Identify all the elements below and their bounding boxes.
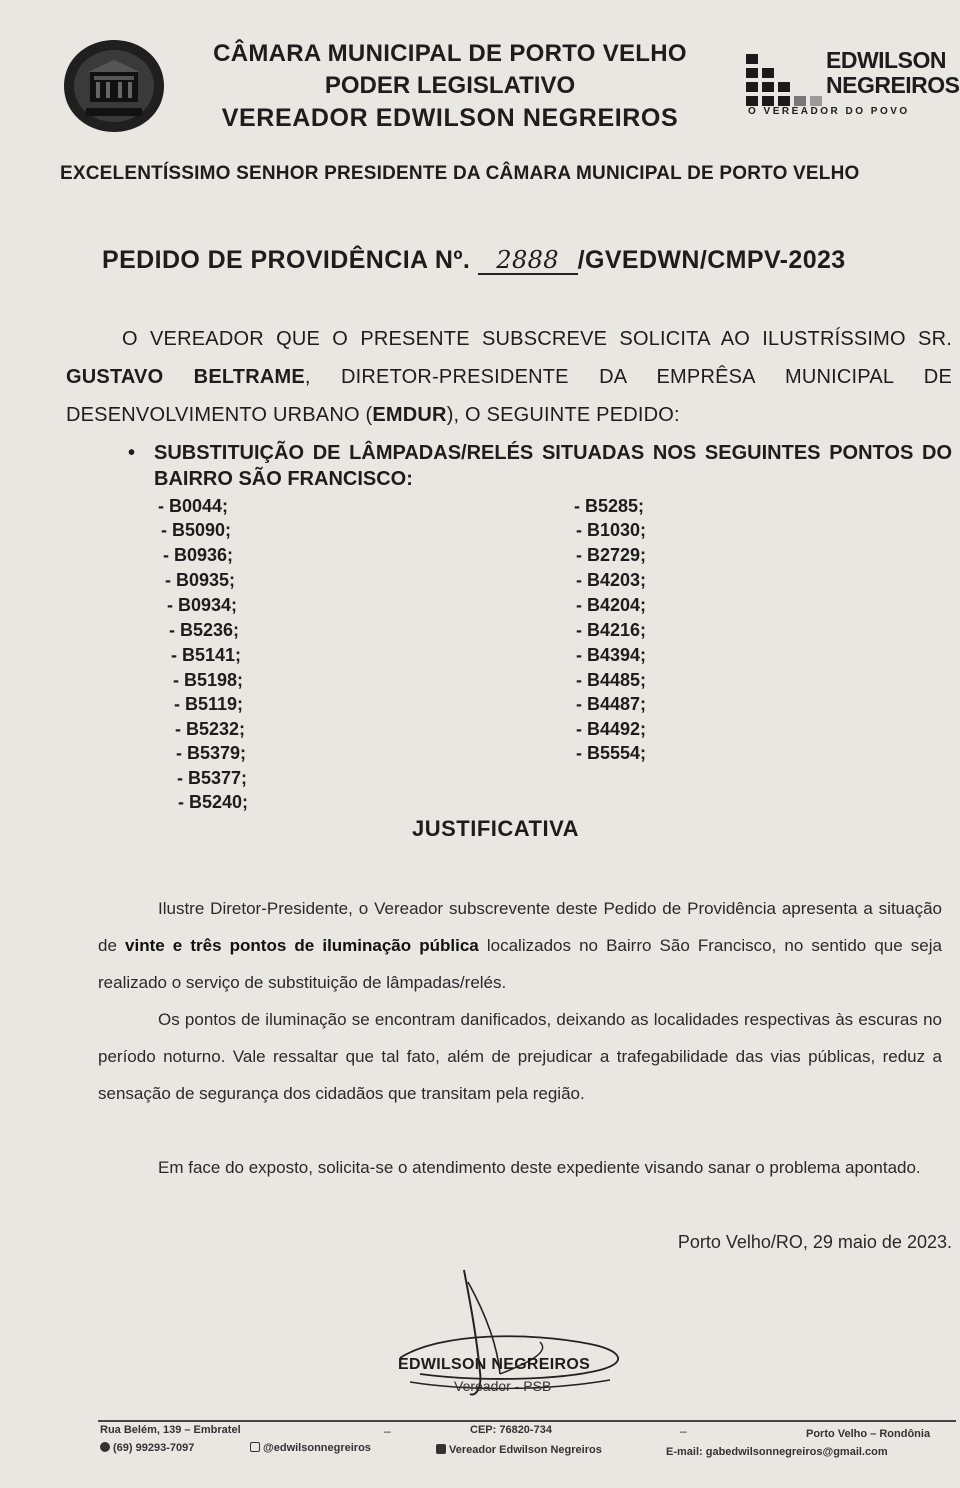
brand-name: EDWILSON NEGREIROS [826, 47, 960, 98]
footer-city: Porto Velho – Rondônia [806, 1428, 931, 1440]
footer-address: Rua Belém, 139 – Embratel [100, 1424, 241, 1436]
title-prefix: PEDIDO DE PROVIDÊNCIA Nº. [102, 246, 471, 274]
point-code: - B5377; [177, 768, 248, 788]
justification-paragraph-2: Os pontos de iluminação se encontram danificados, deixando as localidades respectivas às escuras no período noturno. Vale ressaltar que tal fato, além de prejudicar a trafegabilidade das vias públicas, reduz a sensação de segurança dos cidadãos que transitam pela região. [98, 1010, 942, 1103]
footer-email: E-mail: gabedwilsonnegreiros@gmail.com [666, 1446, 888, 1458]
brand-tagline: O VEREADOR DO POVO [748, 106, 910, 117]
intro-paragraph: O VEREADOR QUE O PRESENTE SUBSCREVE SOLICITA AO ILUSTRÍSSIMO SR. GUSTAVO BELTRAME, DIRETOR-PRESIDENTE DA EMPRÊSA MUNICIPAL DE DESENVOLVIMENTO URBANO (EMDUR), O SEGUINTE PEDIDO: [66, 328, 952, 426]
point-code: - B4394; [576, 645, 647, 665]
request-number: 2888 [478, 247, 578, 275]
footer-instagram: @edwilsonnegreiros [250, 1442, 371, 1454]
point-code: - B5240; [178, 792, 249, 812]
point-code: - B0934; [167, 595, 238, 615]
point-code: - B1030; [576, 520, 647, 540]
whatsapp-icon [100, 1442, 110, 1452]
signatory-name: EDWILSON NEGREIROS [398, 1356, 591, 1373]
power-name: PODER LEGISLATIVO [324, 72, 576, 99]
point-code: - B5554; [576, 743, 647, 763]
point-code: - B5090; [161, 520, 232, 540]
point-code: - B0936; [163, 545, 234, 565]
point-code: - B5379; [176, 743, 247, 763]
bars-logo-icon [746, 50, 822, 110]
request-bullet: • SUBSTITUIÇÃO DE LÂMPADAS/RELÉS SITUADAS NOS SEGUINTES PONTOS DO BAIRRO SÃO FRANCISCO: [128, 442, 952, 490]
point-code: - B4487; [576, 694, 647, 714]
footer-cep: CEP: 76820-734 [470, 1424, 552, 1436]
chamber-name: CÂMARA MUNICIPAL DE PORTO VELHO [213, 40, 687, 67]
footer-separator: – [680, 1424, 687, 1438]
point-code: - B5198; [173, 670, 244, 690]
point-code: - B0044; [158, 496, 229, 516]
point-code: - B5141; [171, 645, 242, 665]
point-code: - B2729; [576, 545, 647, 565]
letterhead [170, 38, 730, 134]
councilor-logo [742, 44, 960, 124]
justification-paragraph-1: Ilustre Diretor-Presidente, o Vereador subscrevente deste Pedido de Providência apresenta a situação de vinte e três pontos de iluminação pública localizados no Bairro São Francisco, no sentido que seja realizado o serviço de substituição de lâmpadas/relés. [98, 899, 942, 992]
councilor-name: VEREADOR EDWILSON NEGREIROS [221, 104, 679, 132]
point-code: - B5232; [175, 719, 246, 739]
justification-heading: JUSTIFICATIVA [412, 816, 580, 841]
point-code: - B5236; [169, 620, 240, 640]
request-title [102, 246, 942, 275]
point-code: - B4485; [576, 670, 647, 690]
date-line: Porto Velho/RO, 29 maio de 2023. [677, 1232, 952, 1252]
point-code: - B5285; [574, 496, 645, 516]
point-code: - B4216; [576, 620, 647, 640]
title-suffix: /GVEDWN/CMPV-2023 [577, 246, 846, 274]
instagram-icon [250, 1442, 260, 1452]
point-code: - B5119; [174, 694, 244, 714]
recipient-name: GUSTAVO BELTRAME [66, 366, 305, 388]
footer-separator: – [384, 1424, 391, 1438]
chamber-seal-icon [60, 36, 168, 136]
bullet-icon: • [128, 442, 136, 464]
footer-divider [98, 1420, 956, 1422]
justification-paragraph-3: Em face do exposto, solicita-se o atendimento deste expediente visando sanar o problema apontado. [158, 1158, 921, 1177]
facebook-icon [436, 1444, 446, 1454]
footer-phone: (69) 99293-7097 [100, 1442, 194, 1454]
org-acronym: EMDUR [372, 404, 447, 426]
signatory-role: Vereador - PSB [454, 1378, 552, 1394]
point-code: - B0935; [165, 570, 236, 590]
footer-facebook: Vereador Edwilson Negreiros [436, 1444, 602, 1456]
point-code: - B4492; [576, 719, 647, 739]
point-code: - B4204; [576, 595, 647, 615]
highlight-text: vinte e três pontos de iluminação pública [125, 936, 479, 955]
point-code: - B4203; [576, 570, 647, 590]
addressee: EXCELENTÍSSIMO SENHOR PRESIDENTE DA CÂMARA MUNICIPAL DE PORTO VELHO [60, 163, 860, 184]
